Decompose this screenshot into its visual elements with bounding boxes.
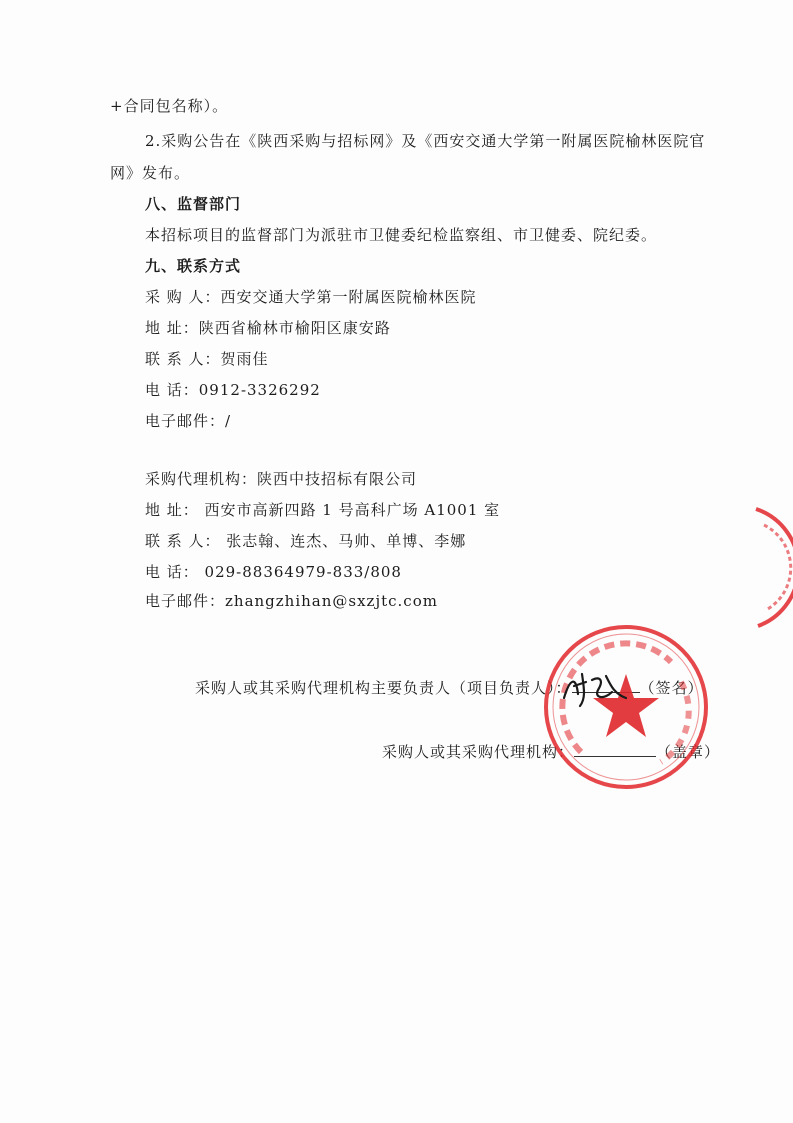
purchaser-address: 地 址：陕西省榆林市榆阳区康安路 (145, 319, 391, 337)
purchaser-phone: 电 话：0912-3326292 (145, 381, 321, 399)
agency-email: 电子邮件：zhangzhihan@sxzjtc.com (145, 592, 438, 610)
signature-label: 采购人或其采购代理机构主要负责人（项目负责人）： (195, 679, 572, 697)
section-heading: 九、联系方式 (145, 257, 242, 275)
purchaser-email: 电子邮件：/ (145, 412, 232, 430)
text-line: 2.采购公告在《陕西采购与招标网》及《西安交通大学第一附属医院榆林医院官 (145, 132, 706, 150)
agency-contact: 联 系 人： 张志翰、连杰、马帅、单博、李娜 (145, 532, 467, 550)
purchaser-name: 采 购 人：西安交通大学第一附属医院榆林医院 (145, 288, 477, 306)
signature-note: （签名） (639, 679, 704, 697)
seal-label: 采购人或其采购代理机构： (382, 743, 575, 761)
purchaser-contact: 联 系 人：贺雨佳 (145, 350, 269, 368)
agency-address: 地 址： 西安市高新四路 1 号高科广场 A1001 室 (145, 501, 501, 519)
handwritten-signature-icon (560, 668, 632, 710)
text-line: 本招标项目的监督部门为派驻市卫健委纪检监察组、市卫健委、院纪委。 (145, 226, 658, 244)
agency-phone: 电 话： 029-88364979-833/808 (145, 563, 402, 581)
agency-name: 采购代理机构：陕西中技招标有限公司 (145, 470, 418, 488)
text-line: +合同包名称）。 (110, 97, 229, 115)
seal-fragment-icon (748, 505, 793, 630)
section-heading: 八、监督部门 (145, 195, 242, 213)
text-line: 网》发布。 (110, 164, 191, 182)
seal-note: （盖章） (656, 743, 721, 761)
